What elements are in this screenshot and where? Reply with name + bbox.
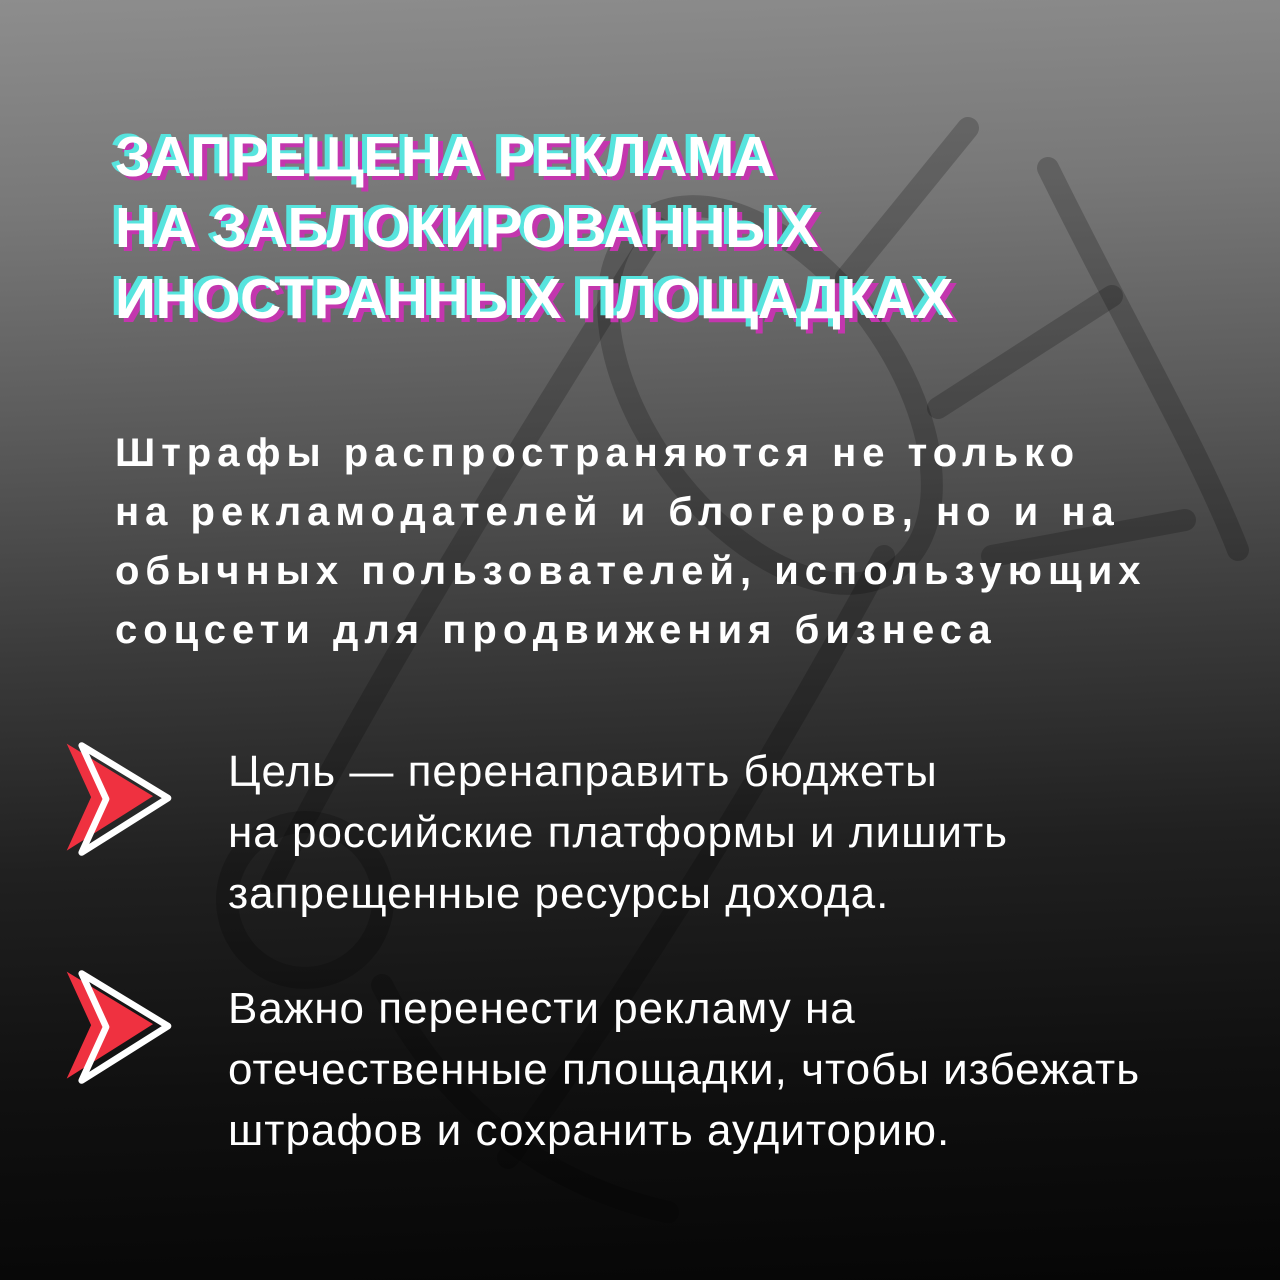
bullet-text-line: запрещенные ресурсы дохода.	[228, 869, 890, 918]
intro-paragraph	[115, 424, 1147, 660]
bullet-text	[228, 741, 1008, 924]
bullet-text-line: отечественные площадки, чтобы избежать	[228, 1045, 1141, 1094]
bullet-text-line: штрафов и сохранить аудиторию.	[228, 1106, 951, 1155]
bullet-text	[228, 978, 1140, 1161]
bullet-text-line: Важно перенести рекламу на	[228, 984, 856, 1033]
bullet-text-line: на российские платформы и лишить	[228, 808, 1009, 857]
title-line-2: НА ЗАБЛОКИРОВАННЫХ	[115, 196, 818, 260]
red-arrow-icon	[62, 740, 184, 858]
title-line-1: ЗАПРЕЩЕНА РЕКЛАМА	[115, 125, 775, 189]
title-line-3: ИНОСТРАННЫХ ПЛОЩАДКАХ	[115, 267, 953, 331]
bullet-item-goal	[62, 740, 1008, 924]
intro-line-4: соцсети для продвижения бизнеса	[115, 608, 997, 652]
intro-line-1: Штрафы распространяются не только	[115, 431, 1081, 475]
page-title	[115, 122, 953, 335]
bullet-text-line: Цель — перенаправить бюджеты	[228, 747, 938, 796]
red-arrow-icon	[62, 968, 184, 1086]
intro-line-3: обычных пользователей, использующих	[115, 549, 1147, 593]
bullet-item-advice	[62, 968, 1140, 1161]
intro-line-2: на рекламодателей и блогеров, но и на	[115, 490, 1120, 534]
